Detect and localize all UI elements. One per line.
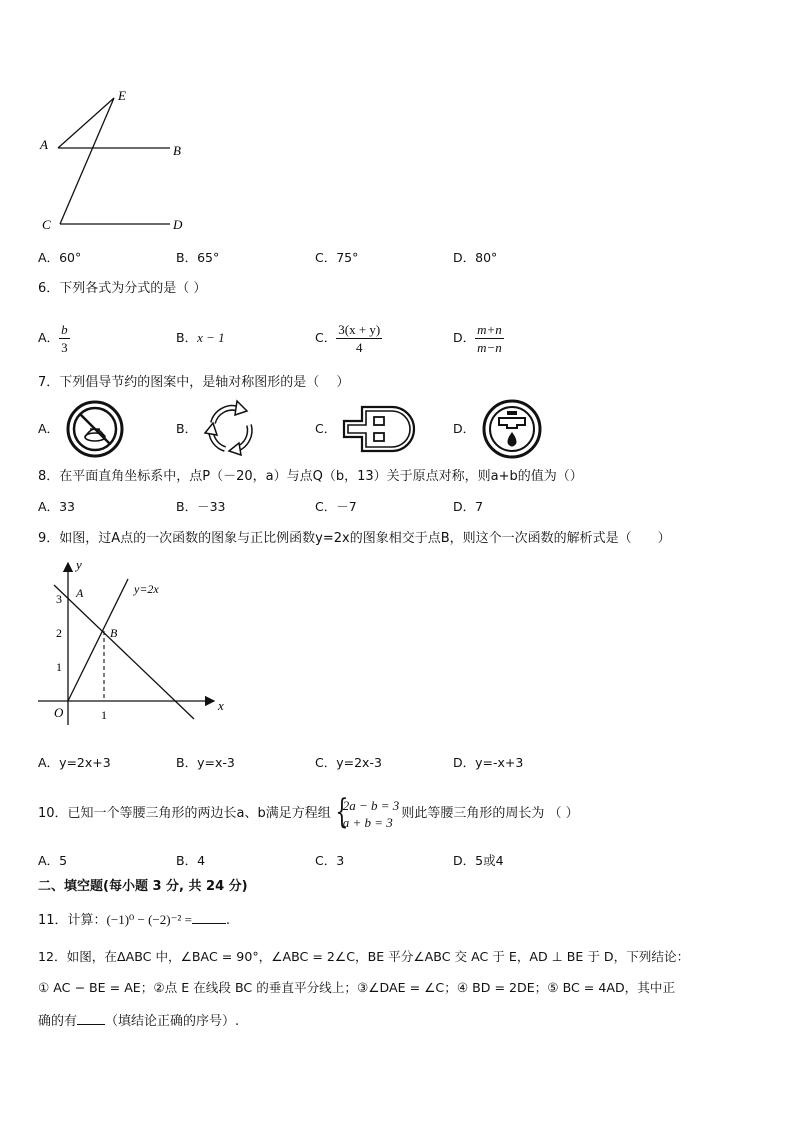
q5-option-d[interactable] (453, 250, 497, 266)
q6-stem: 6．下列各式为分式的是（ ） (38, 281, 207, 296)
option-text: y=2x-3 (336, 755, 382, 770)
option-text: 60° (59, 250, 82, 265)
q11-expression: (−1)⁰ − (−2)⁻² = (106, 912, 192, 927)
option-letter: B． (176, 755, 198, 770)
q10-stem-tail: 则此等腰三角形的周长为 （ ） (401, 806, 579, 821)
q10-option-c[interactable] (315, 853, 344, 869)
option-text: 7 (475, 499, 484, 514)
water-tap-icon (481, 398, 543, 460)
line-through-a (54, 585, 194, 719)
label-e: E (118, 88, 126, 103)
y-tick-3: 3 (56, 592, 62, 606)
q7-option-b[interactable] (176, 399, 263, 459)
option-letter: A． (38, 330, 60, 345)
option-text: －7 (336, 499, 357, 514)
fraction-numerator: b (61, 321, 68, 337)
q8-option-d[interactable] (453, 499, 483, 515)
line-ce (60, 98, 114, 224)
fraction-b-over-3 (59, 322, 70, 355)
option-letter: A． (38, 421, 60, 436)
option-letter: C． (315, 499, 337, 514)
q5-option-a[interactable] (38, 250, 81, 266)
option-text: 75° (336, 250, 359, 265)
line-ae (58, 98, 114, 148)
option-letter: A． (38, 853, 60, 868)
fraction-denominator: 3 (61, 339, 68, 355)
fraction-denominator: 4 (355, 339, 363, 355)
no-food-waste-icon (65, 399, 125, 459)
option-text: y=x-3 (197, 755, 235, 770)
option-letter: A． (38, 755, 60, 770)
expression-x-minus-1: x − 1 (197, 330, 225, 345)
q6-option-b[interactable] (176, 318, 225, 358)
option-letter: B． (176, 499, 198, 514)
equation-system (335, 797, 400, 831)
q6-option-a[interactable] (38, 318, 70, 358)
answer-blank[interactable] (77, 1012, 105, 1025)
label-d: D (173, 217, 183, 232)
q11-suffix: . (225, 913, 231, 928)
q9-stem: 9．如图，过A点的一次函数的图象与正比例函数y=2x的图象相交于点B，则这个一次函数的解析式是（ ） (38, 531, 671, 546)
q5-option-c[interactable] (315, 250, 358, 266)
option-text: 5 (59, 853, 68, 868)
fraction-numerator: 3(x + y) (338, 321, 381, 337)
q10-option-d[interactable] (453, 853, 504, 869)
label-c: C (42, 217, 51, 232)
q8-option-c[interactable] (315, 499, 357, 515)
fraction-mn (475, 322, 504, 355)
option-letter: C． (315, 250, 337, 265)
option-text: 5或4 (475, 853, 504, 868)
fraction-3xy-over-4 (336, 322, 382, 355)
option-letter: D． (453, 499, 476, 514)
y-tick-2: 2 (56, 626, 62, 640)
equation-2: a + b = 3 (342, 815, 393, 830)
label-a: A (40, 137, 48, 152)
q6-option-c[interactable] (315, 318, 382, 358)
q10-option-a[interactable] (38, 853, 67, 869)
q9-graph (34, 555, 234, 735)
option-text: 3 (336, 853, 345, 868)
option-text: y=-x+3 (475, 755, 524, 770)
q12-line3-tail: （填结论正确的序号）. (105, 1014, 240, 1029)
y-axis-label: y (76, 557, 82, 572)
q11 (38, 911, 230, 929)
origin-label: O (54, 705, 64, 720)
q9-option-d[interactable] (453, 755, 523, 771)
option-text: 80° (475, 250, 498, 265)
x-axis-label: x (218, 698, 224, 713)
q9-option-a[interactable] (38, 755, 111, 771)
answer-blank[interactable] (192, 911, 226, 924)
q5-option-b[interactable] (176, 250, 219, 266)
option-letter: D． (453, 250, 476, 265)
y-tick-1: 1 (56, 660, 62, 674)
option-letter: D． (453, 330, 476, 345)
option-letter: C． (315, 330, 337, 345)
q8-option-b[interactable] (176, 499, 225, 515)
q5-figure (36, 86, 196, 236)
point-a-label: A (76, 586, 84, 600)
section-title: 二、填空题(每小题 3 分, 共 24 分) (38, 879, 248, 894)
q12-line3 (38, 1012, 239, 1030)
q9-option-c[interactable] (315, 755, 382, 771)
q9-option-b[interactable] (176, 755, 235, 771)
option-text: 33 (59, 499, 75, 514)
q6-option-d[interactable] (453, 318, 504, 358)
fraction-numerator: m+n (477, 321, 502, 337)
q12-line2: ① AC − BE = AE；②点 E 在线段 BC 的垂直平分线上；③∠DAE = ∠C；④ BD = 2DE；⑤ BC = 4AD，其中正 (38, 980, 676, 995)
option-letter: A． (38, 499, 60, 514)
q7-option-d[interactable] (453, 399, 543, 459)
option-letter: C． (315, 853, 337, 868)
option-letter: C． (315, 421, 337, 436)
label-b: B (173, 143, 181, 158)
q8-option-a[interactable] (38, 499, 75, 515)
option-text: 65° (197, 250, 220, 265)
option-letter: B． (176, 250, 198, 265)
point-b-label: B (110, 626, 118, 640)
power-plug-icon (340, 399, 420, 459)
option-letter: A． (38, 250, 60, 265)
q11-prefix: 11．计算： (38, 913, 107, 928)
q10-stem (38, 794, 579, 834)
option-letter: B． (176, 853, 198, 868)
option-letter: B． (176, 330, 198, 345)
line-label-y2x: y=2x (134, 582, 159, 596)
equation-1: { 2a − b = 3 (342, 798, 400, 813)
q10-option-b[interactable] (176, 853, 205, 869)
q10-stem-text: 10．已知一个等腰三角形的两边长a、b满足方程组 (38, 806, 331, 821)
q7-stem: 7．下列倡导节约的图案中，是轴对称图形的是（ ） (38, 375, 350, 390)
option-letter: D． (453, 853, 476, 868)
option-text: －33 (197, 499, 226, 514)
q7-option-c[interactable] (315, 399, 420, 459)
option-letter: C． (315, 755, 337, 770)
q12-line3-text: 确的有 (38, 1014, 78, 1029)
option-letter: D． (453, 755, 476, 770)
option-text: y=2x+3 (59, 755, 111, 770)
fraction-denominator: m−n (477, 339, 502, 355)
option-text: 4 (197, 853, 206, 868)
x-tick-1: 1 (101, 708, 107, 722)
recycle-arrows-icon (199, 399, 263, 459)
q8-stem: 8．在平面直角坐标系中，点P（－20，a）与点Q（b，13）关于原点对称，则a+b的值为（） (38, 469, 583, 484)
q7-option-a[interactable] (38, 399, 125, 459)
option-letter: D． (453, 421, 476, 436)
option-letter: B． (176, 421, 198, 436)
q12-line1: 12．如图，在ΔABC 中，∠BAC = 90°，∠ABC = 2∠C，BE 平分∠ABC 交 AC 于 E，AD ⊥ BE 于 D，下列结论： (38, 949, 690, 964)
